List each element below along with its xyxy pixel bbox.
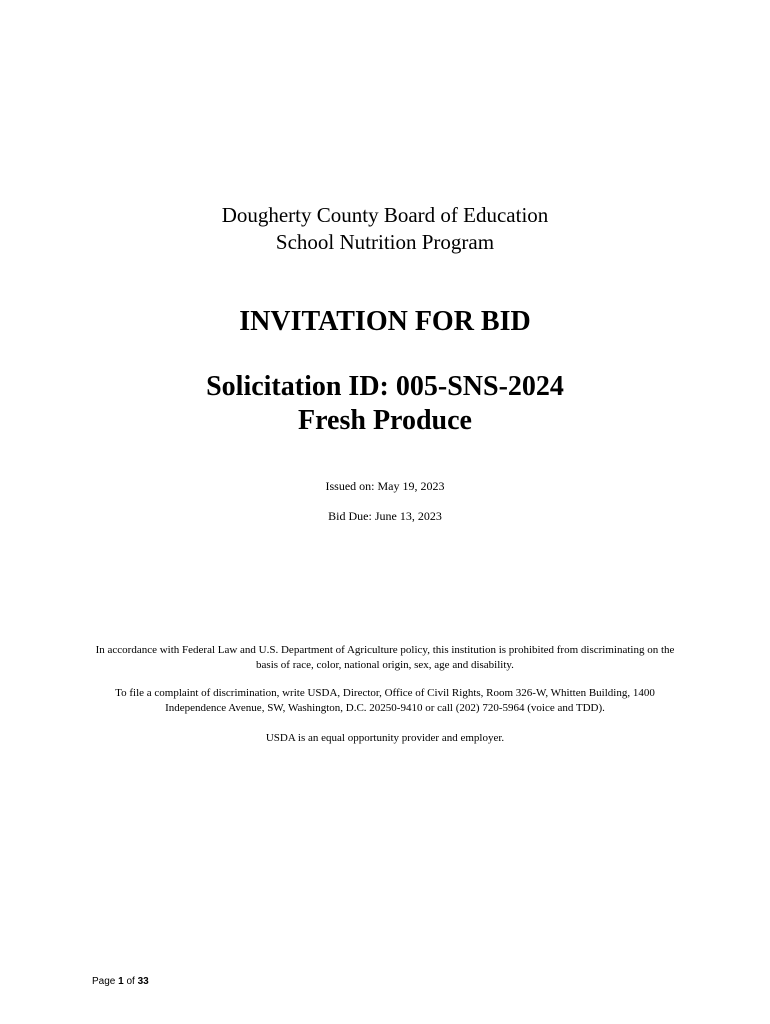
nondiscrimination-statement: In accordance with Federal Law and U.S. Department of Agriculture policy, this institution is prohibited from discriminating on the basis of race, color, national origin, sex, age and disability. (95, 644, 675, 671)
bid-due-date: Bid Due: June 13, 2023 (328, 509, 442, 523)
solicitation-id: Solicitation ID: 005-SNS-2024 (206, 371, 564, 402)
page-total: 33 (137, 976, 149, 987)
complaint-instructions: To file a complaint of discrimination, write USDA, Director, Office of Civil Rights, Room 326-W, Whitten Building, 1400 Independence Avenue, SW, Washington, D.C. 20250-9410 or call (202) 720-5964 (voice and TDD). (115, 687, 655, 714)
document-type-heading: INVITATION FOR BID (239, 306, 531, 337)
organization-name: Dougherty County Board of Education (221, 203, 549, 227)
solicitation-subject: Fresh Produce (298, 405, 472, 436)
equal-opportunity-statement: USDA is an equal opportunity provider and employer. (265, 732, 505, 744)
page-label: Page (92, 976, 116, 987)
program-name: School Nutrition Program (275, 230, 495, 254)
page-number-footer (92, 975, 149, 989)
page-current: 1 (118, 976, 124, 987)
issued-date: Issued on: May 19, 2023 (325, 479, 445, 493)
page-of-label: of (126, 976, 135, 987)
